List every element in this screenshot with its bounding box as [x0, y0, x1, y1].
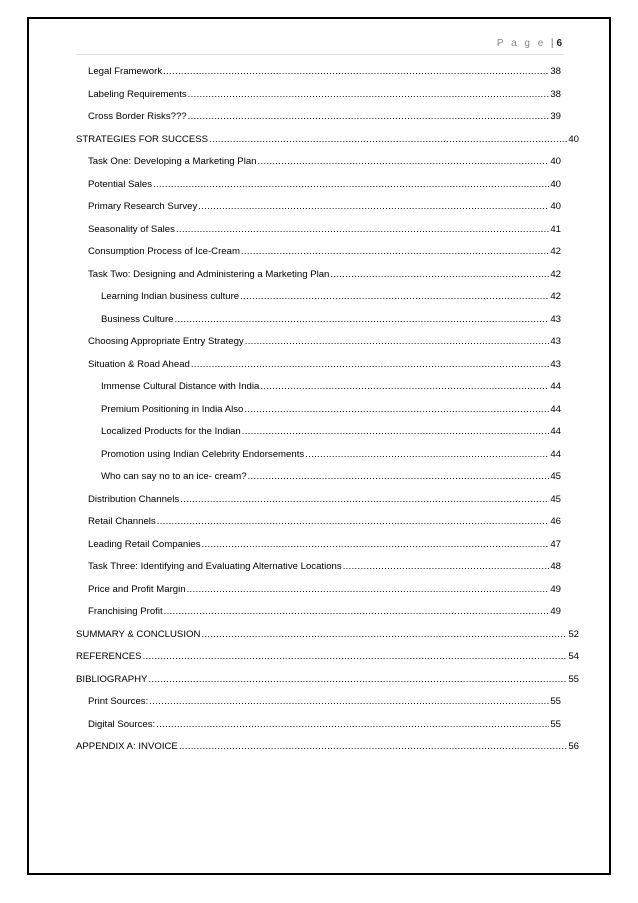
toc-entry-page: 55 [550, 696, 561, 707]
toc-dot-leader [188, 111, 550, 122]
toc-dot-leader [258, 156, 550, 167]
toc-entry-page: 39 [550, 111, 561, 122]
toc-dot-leader [153, 179, 549, 190]
toc-entry-title: Localized Products for the Indian [101, 426, 241, 437]
toc-dot-leader [191, 359, 549, 370]
toc-entry-title: Task Two: Designing and Administering a Marketing Plan [88, 268, 330, 280]
toc-entry-page: 45 [550, 493, 561, 505]
toc-entry[interactable] [76, 471, 561, 494]
toc-entry[interactable] [76, 201, 561, 224]
toc-dot-leader [245, 336, 550, 347]
toc-entry-page: 55 [550, 718, 561, 730]
page-number: 6 [556, 38, 562, 49]
toc-dot-leader [330, 269, 549, 280]
toc-entry-title: BIBLIOGRAPHY [76, 673, 148, 685]
toc-entry[interactable] [76, 539, 561, 562]
table-of-contents [76, 66, 579, 764]
toc-entry-title: STRATEGIES FOR SUCCESS [76, 133, 209, 145]
toc-entry-page: 44 [550, 448, 561, 460]
toc-entry-page: 40 [550, 178, 561, 190]
toc-dot-leader [240, 291, 549, 302]
toc-entry[interactable] [76, 269, 561, 292]
toc-entry-page: 43 [550, 336, 561, 347]
toc-entry-title: Learning Indian business culture [101, 291, 240, 302]
toc-dot-leader [175, 314, 550, 325]
toc-entry[interactable] [76, 561, 561, 584]
toc-entry-page: 44 [550, 381, 561, 392]
toc-entry-page: 45 [550, 471, 561, 482]
toc-entry-title: Cross Border Risks??? [88, 111, 187, 122]
toc-entry-title: Situation & Road Ahead [88, 358, 190, 370]
toc-dot-leader [242, 426, 550, 437]
toc-entry[interactable] [76, 66, 561, 89]
toc-entry-page: 42 [550, 268, 561, 280]
toc-entry[interactable] [76, 111, 561, 134]
toc-entry-page: 49 [550, 583, 561, 595]
toc-entry-page: 40 [550, 156, 561, 167]
toc-entry-title: Price and Profit Margin [88, 583, 186, 595]
toc-entry[interactable] [76, 179, 561, 202]
toc-entry[interactable] [76, 246, 561, 269]
toc-dot-leader [148, 674, 567, 685]
toc-dot-leader [176, 224, 549, 235]
toc-entry[interactable] [76, 741, 579, 764]
toc-dot-leader [180, 494, 549, 505]
toc-entry-page: 47 [550, 538, 561, 550]
toc-dot-leader [260, 381, 549, 392]
toc-entry-title: SUMMARY & CONCLUSION [76, 628, 201, 640]
toc-entry-page: 38 [550, 66, 561, 77]
toc-entry[interactable] [76, 651, 579, 674]
toc-entry[interactable] [76, 606, 561, 629]
toc-entry-page: 56 [568, 741, 579, 752]
toc-entry-title: Leading Retail Companies [88, 538, 201, 550]
toc-entry-title: APPENDIX A: INVOICE [76, 741, 178, 752]
toc-entry-title: REFERENCES [76, 651, 142, 662]
toc-entry-title: Primary Research Survey [88, 201, 198, 212]
toc-entry-page: 44 [550, 426, 561, 437]
toc-entry-page: 55 [568, 673, 579, 685]
toc-entry-page: 46 [550, 516, 561, 527]
toc-dot-leader [163, 66, 549, 77]
toc-entry-page: 42 [550, 246, 561, 257]
toc-entry[interactable] [76, 494, 561, 517]
toc-entry[interactable] [76, 696, 561, 719]
toc-dot-leader [187, 584, 550, 595]
toc-entry[interactable] [76, 426, 561, 449]
toc-entry-page: 41 [550, 223, 561, 235]
toc-entry-title: Task One: Developing a Marketing Plan [88, 156, 257, 167]
toc-entry-title: Task Three: Identifying and Evaluating Alternative Locations [88, 561, 342, 572]
toc-entry[interactable] [76, 629, 579, 652]
toc-dot-leader [143, 651, 568, 662]
toc-entry-title: Immense Cultural Distance with India [101, 381, 260, 392]
toc-entry-page: 54 [568, 651, 579, 662]
toc-entry-title: Print Sources: [88, 696, 149, 707]
toc-entry[interactable] [76, 291, 561, 314]
toc-entry-page: 40 [568, 133, 579, 145]
page-separator: | [550, 38, 554, 49]
toc-entry-title: Legal Framework [88, 66, 163, 77]
toc-dot-leader [164, 606, 550, 617]
toc-entry[interactable] [76, 336, 561, 359]
toc-entry-title: Distribution Channels [88, 493, 180, 505]
toc-dot-leader [156, 719, 549, 730]
toc-dot-leader [244, 404, 549, 415]
toc-entry[interactable] [76, 404, 561, 427]
toc-entry-title: Choosing Appropriate Entry Strategy [88, 336, 244, 347]
page-label: P a g e [496, 38, 546, 49]
toc-entry[interactable] [76, 89, 561, 112]
toc-dot-leader [202, 539, 550, 550]
toc-entry[interactable] [76, 156, 561, 179]
toc-dot-leader [149, 696, 549, 707]
toc-entry-page: 52 [568, 628, 579, 640]
toc-dot-leader [305, 449, 549, 460]
toc-entry-title: Business Culture [101, 313, 174, 325]
toc-entry-page: 43 [550, 358, 561, 370]
toc-dot-leader [201, 629, 567, 640]
toc-entry[interactable] [76, 314, 561, 337]
toc-dot-leader [343, 561, 550, 572]
toc-entry[interactable] [76, 719, 561, 742]
toc-dot-leader [157, 516, 550, 527]
toc-entry-title: Retail Channels [88, 516, 156, 527]
toc-entry[interactable] [76, 381, 561, 404]
toc-entry[interactable] [76, 224, 561, 247]
header-rule [76, 54, 564, 55]
toc-dot-leader [241, 246, 549, 257]
toc-entry[interactable] [76, 134, 579, 157]
toc-entry-title: Consumption Process of Ice-Cream [88, 246, 240, 257]
toc-entry[interactable] [76, 516, 561, 539]
toc-entry-page: 44 [550, 403, 561, 415]
toc-entry[interactable] [76, 359, 561, 382]
toc-dot-leader [198, 201, 549, 212]
toc-entry-page: 42 [550, 291, 561, 302]
toc-entry-title: Promotion using Indian Celebrity Endorsements [101, 448, 305, 460]
toc-entry-page: 38 [550, 88, 561, 100]
toc-entry-page: 48 [550, 561, 561, 572]
toc-entry-title: Premium Positioning in India Also [101, 403, 244, 415]
toc-dot-leader [209, 134, 567, 145]
page-header [497, 38, 562, 49]
toc-entry-page: 40 [550, 201, 561, 212]
toc-entry-title: Seasonality of Sales [88, 223, 175, 235]
toc-entry-title: Digital Sources: [88, 718, 156, 730]
toc-entry-title: Labeling Requirements [88, 88, 187, 100]
toc-entry-title: Who can say no to an ice- cream? [101, 471, 247, 482]
toc-entry-title: Franchising Profit [88, 606, 163, 617]
toc-entry[interactable] [76, 449, 561, 472]
toc-dot-leader [248, 471, 550, 482]
toc-dot-leader [188, 89, 550, 100]
toc-entry-page: 49 [550, 606, 561, 617]
toc-entry-page: 43 [550, 313, 561, 325]
toc-entry-title: Potential Sales [88, 178, 152, 190]
toc-dot-leader [179, 741, 567, 752]
toc-entry[interactable] [76, 674, 579, 697]
toc-entry[interactable] [76, 584, 561, 607]
